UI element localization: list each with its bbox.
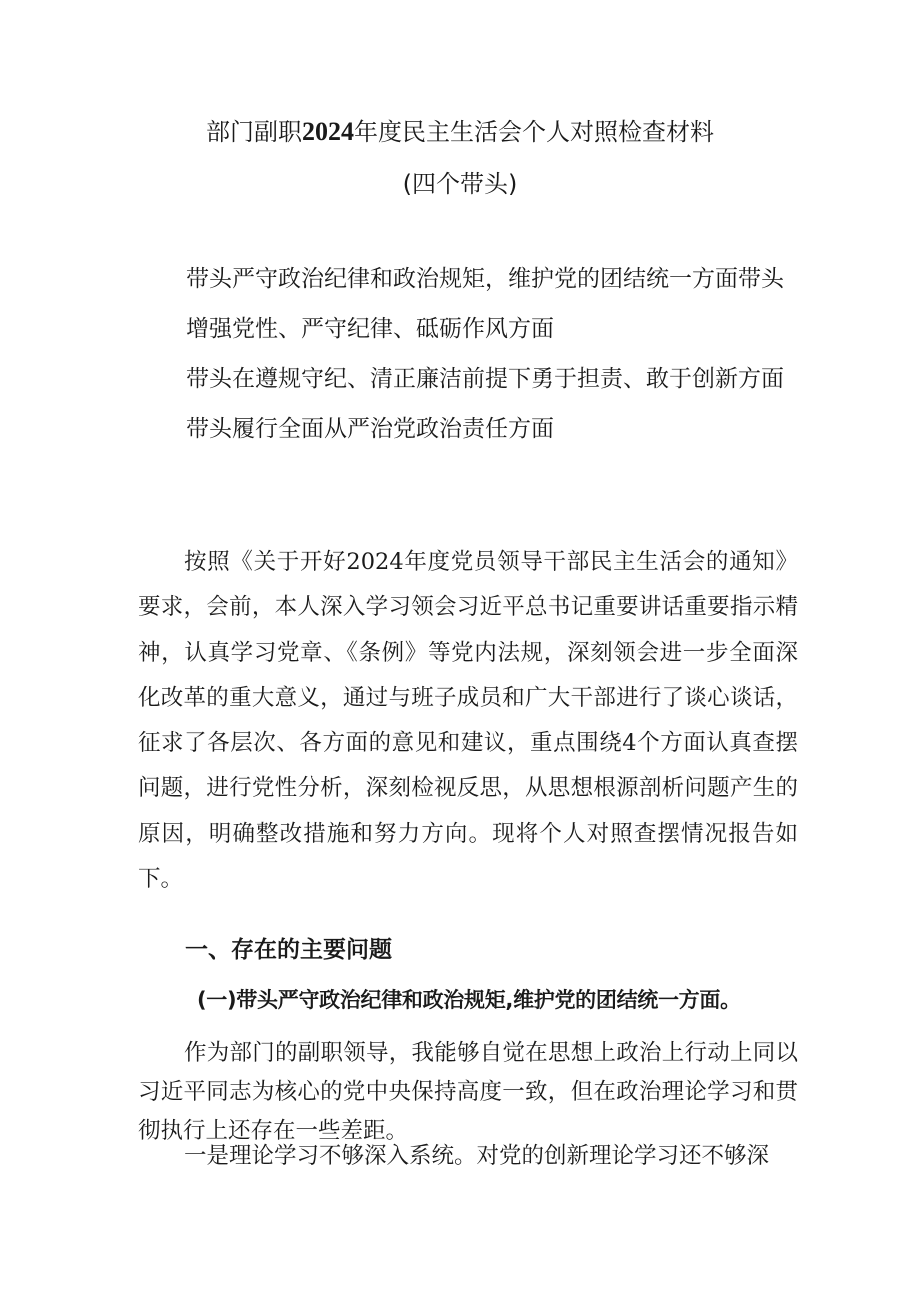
intro-paragraph: 按照《关于开好2024年度党员领导干部民主生活会的通知》要求，会前，本人深入学习领会习近平总书记重要讲话重要指示精神，认真学习党章、《条例》等党内法规，深刻领会进一步全面深化改革的重大意义，通过与班子成员和广大干部进行了谈心谈话，征求了各层次、各方面的意见和建议，重点围绕4个方面认真查摆问题，进行党性分析，深刻检视反思，从思想根源剖析问题产生的原因，明确整改措施和努力方向。现将个人对照查摆情况报告如下。 xyxy=(138,549,798,893)
topic-item: 增强党性、严守纪律、砥砺作风方面 xyxy=(186,316,554,342)
title-year: 2024 xyxy=(302,117,354,146)
title-suffix: 年度民主生活会个人对照检查材料 xyxy=(354,118,714,146)
body-paragraph: 作为部门的副职领导，我能够自觉在思想上政治上行动上同以习近平同志为核心的党中央保持高度一致，但在政治理论学习和贯彻执行上还存在一些差距。 xyxy=(138,1040,798,1144)
topic-item: 带头在遵规守纪、清正廉洁前提下勇于担责、敢于创新方面 xyxy=(186,366,784,392)
body-paragraph: 一是理论学习不够深入系统。对党的创新理论学习还不够深 xyxy=(184,1143,770,1169)
topic-item: 带头履行全面从严治党政治责任方面 xyxy=(186,416,554,442)
document-title xyxy=(0,117,920,147)
document-subtitle: (四个带头) xyxy=(402,170,518,198)
topic-item: 带头严守政治纪律和政治规矩，维护党的团结统一方面带头 xyxy=(186,266,784,292)
title-prefix: 部门副职 xyxy=(206,118,302,146)
section-heading: 一、存在的主要问题 xyxy=(185,937,392,963)
topic-list xyxy=(186,262,826,462)
subsection-heading: (一)带头严守政治纪律和政治规矩,维护党的团结统一方面。 xyxy=(197,988,741,1012)
